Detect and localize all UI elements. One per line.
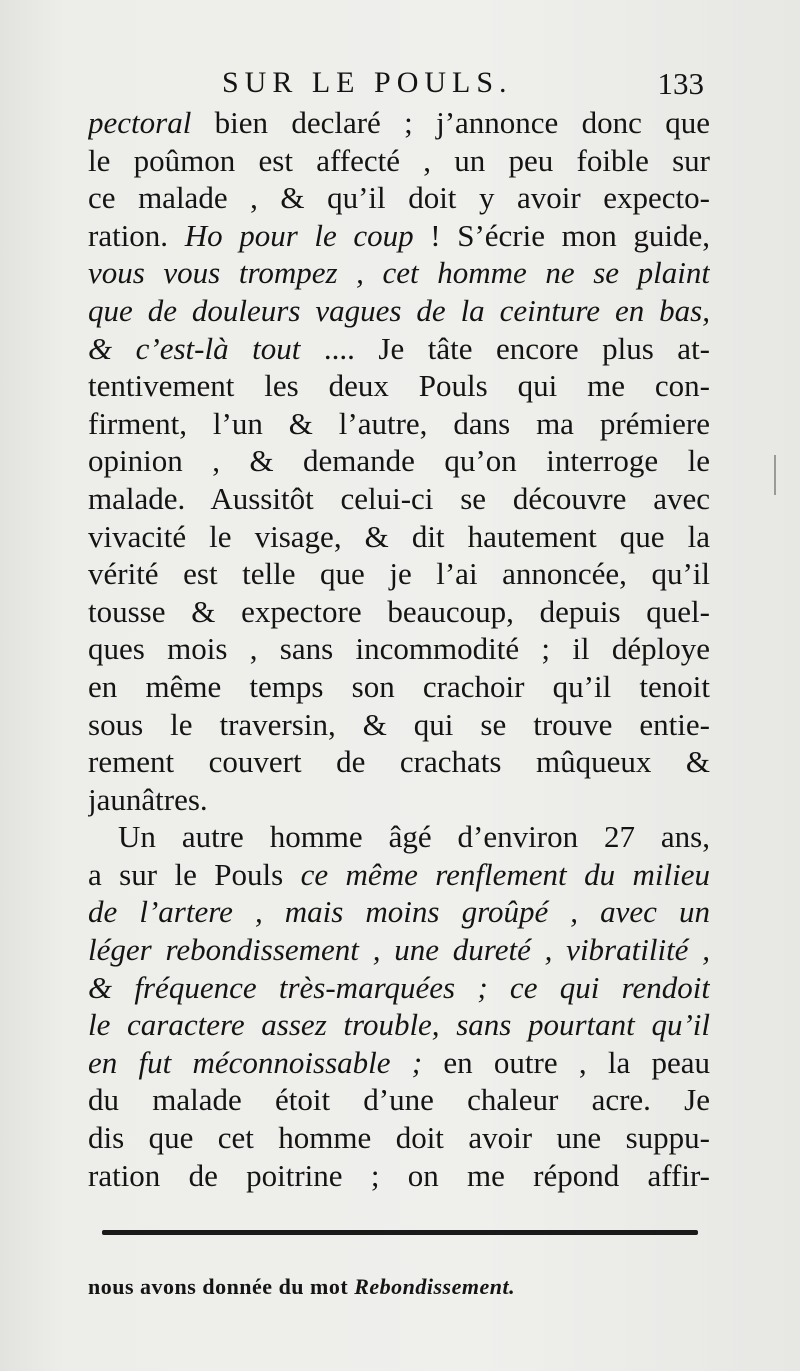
page-header xyxy=(222,66,710,106)
roman-text: du malade étoit d’une chaleur acre. Je xyxy=(88,1082,710,1118)
roman-text: tousse & expectore beaucoup, depuis quel- xyxy=(88,593,710,629)
italic-text: pectoral xyxy=(88,105,192,140)
roman-text: jaunâtres. xyxy=(88,781,208,817)
italic-text: & c’est-là tout xyxy=(88,330,301,366)
roman-text: ques mois , sans incommodité ; il déploye xyxy=(88,631,710,667)
italic-text: vous vous trompez , cet homme ne se plaint xyxy=(88,255,710,291)
text-line xyxy=(88,330,710,368)
roman-text: bien declaré ; j’annonce donc que xyxy=(191,105,710,140)
text-line xyxy=(88,893,710,931)
footnote-rule xyxy=(102,1230,698,1235)
text-line xyxy=(88,1044,710,1082)
roman-text: opinion , & demande qu’on interroge le xyxy=(88,443,710,479)
roman-text: a sur le Pouls xyxy=(88,856,301,892)
italic-text: & fréquence très-marquées ; ce qui rendoit xyxy=(88,969,710,1005)
roman-text: .... Je tâte encore plus at- xyxy=(300,330,710,366)
text-line xyxy=(88,668,710,706)
text-line xyxy=(88,179,710,217)
text-line xyxy=(88,367,710,405)
roman-text: en même temps son crachoir qu’il tenoit xyxy=(88,668,710,704)
text-line xyxy=(88,706,710,744)
text-line xyxy=(88,856,710,894)
text-line xyxy=(88,818,710,856)
roman-text: ce malade , & qu’il doit y avoir expecto- xyxy=(88,180,710,216)
text-line xyxy=(88,1119,710,1157)
italic-text: le caractere assez trouble, sans pourtant qu’il xyxy=(88,1007,710,1043)
roman-text: vérité est telle que je l’ai annoncée, qu’il xyxy=(88,556,710,592)
text-line xyxy=(88,743,710,781)
italic-text: Ho pour le coup xyxy=(184,217,414,253)
text-line xyxy=(88,405,710,443)
text-line xyxy=(88,781,710,819)
roman-text: en outre , la peau xyxy=(422,1044,710,1080)
text-line xyxy=(88,217,710,255)
italic-text: léger rebondissement , une dureté , vibratilité , xyxy=(88,932,710,968)
body-text xyxy=(88,104,710,1194)
roman-text: firment, l’un & l’autre, dans ma prémiere xyxy=(88,405,710,441)
text-line xyxy=(88,1157,710,1195)
roman-text: ration de poitrine ; on me répond affir- xyxy=(88,1157,710,1193)
roman-text: ration. xyxy=(88,217,185,253)
roman-text: vivacité le visage, & dit hautement que la xyxy=(88,518,710,554)
text-line xyxy=(88,518,710,556)
text-line xyxy=(88,593,710,631)
italic-text: ce même renflement du milieu xyxy=(300,856,710,892)
page-number: 133 xyxy=(657,66,704,101)
roman-text: dis que cet homme doit avoir une suppu- xyxy=(88,1120,710,1156)
text-line xyxy=(88,555,710,593)
text-line xyxy=(88,931,710,969)
text-line xyxy=(88,142,710,180)
footnote-text: nous avons donnée du mot xyxy=(88,1274,355,1299)
text-line xyxy=(88,1081,710,1119)
text-line xyxy=(88,254,710,292)
text-line xyxy=(88,442,710,480)
roman-text: rement couvert de crachats mûqueux & xyxy=(88,744,710,780)
italic-text: que de douleurs vagues de la ceinture en bas, xyxy=(88,292,710,328)
footnote-italic: Rebondissement. xyxy=(354,1274,516,1299)
text-line xyxy=(88,630,710,668)
text-line xyxy=(88,1006,710,1044)
text-line xyxy=(88,969,710,1007)
roman-text: ! S’écrie mon guide, xyxy=(413,217,710,253)
roman-text: malade. Aussitôt celui-ci se découvre avec xyxy=(88,480,710,516)
roman-text: tentivement les deux Pouls qui me con- xyxy=(88,368,710,404)
italic-text: de l’artere , mais moins groûpé , avec un xyxy=(88,894,710,930)
roman-text: sous le traversin, & qui se trouve entie- xyxy=(88,706,710,742)
roman-text: le poûmon est affecté , un peu foible sur xyxy=(88,142,710,178)
text-line xyxy=(88,104,710,142)
italic-text: en fut méconnoissable ; xyxy=(88,1044,423,1080)
text-line xyxy=(88,292,710,330)
footnote xyxy=(88,1274,688,1300)
show-through-mark xyxy=(774,455,776,495)
roman-text: Un autre homme âgé d’environ 27 ans, xyxy=(118,819,710,855)
text-line xyxy=(88,480,710,518)
running-title: SUR LE POULS. xyxy=(222,66,513,99)
